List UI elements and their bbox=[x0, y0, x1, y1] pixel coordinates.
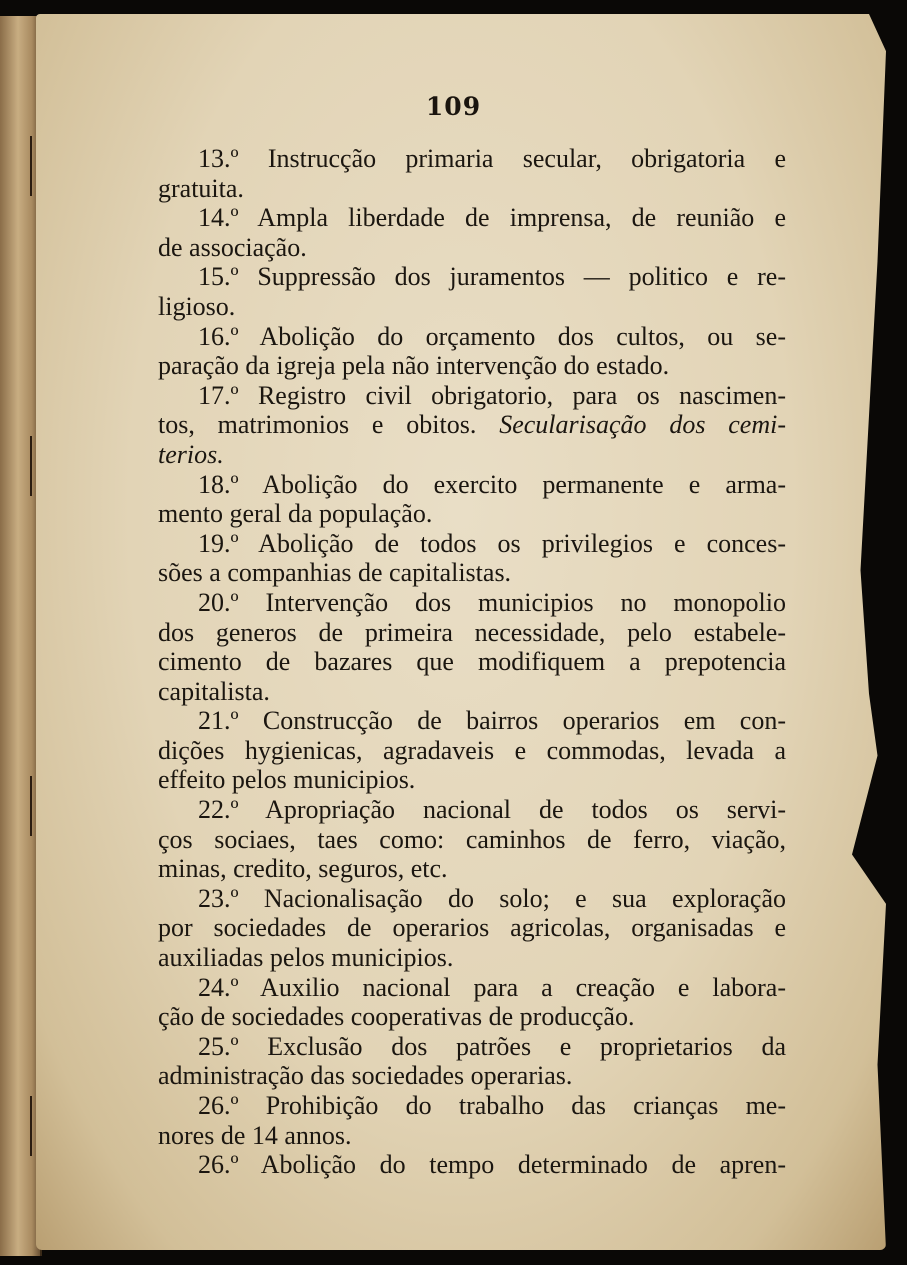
text-line bbox=[158, 1061, 786, 1091]
line-text: ção de sociedades cooperativas de producção. bbox=[158, 1002, 635, 1032]
text-line bbox=[158, 825, 786, 855]
text-line bbox=[158, 1121, 786, 1151]
text-line bbox=[158, 529, 786, 559]
list-item bbox=[158, 795, 786, 884]
line-text: paração da igreja pela não intervenção do estado. bbox=[158, 351, 670, 381]
line-text: capitalista. bbox=[158, 676, 270, 706]
list-item bbox=[158, 144, 786, 203]
line-text: 26.º Abolição do tempo determinado de apren- bbox=[198, 1150, 786, 1180]
line-text: 26.º Prohibição do trabalho das crianças me- bbox=[198, 1091, 786, 1120]
text-line bbox=[158, 203, 786, 233]
text-line bbox=[158, 765, 786, 795]
spine-stitch bbox=[30, 1096, 32, 1156]
text-line bbox=[158, 351, 786, 381]
line-text: minas, credito, seguros, etc. bbox=[158, 854, 448, 884]
text-line bbox=[158, 470, 786, 500]
text-line bbox=[158, 647, 786, 677]
list-item bbox=[158, 1032, 786, 1091]
text-line bbox=[158, 854, 786, 884]
book-spine bbox=[0, 16, 42, 1256]
text-line bbox=[158, 677, 786, 707]
line-text: 16.º Abolição do orçamento dos cultos, ou se- bbox=[198, 321, 786, 351]
line-text: 20.º Intervenção dos municipios no monopolio bbox=[198, 587, 786, 617]
text-line bbox=[158, 499, 786, 529]
line-text: mento geral da população. bbox=[158, 499, 433, 529]
text-line bbox=[158, 1150, 786, 1180]
line-text: cimento de bazares que modifiquem a prepotencia bbox=[158, 647, 786, 677]
text-line bbox=[158, 706, 786, 736]
line-text: effeito pelos municipios. bbox=[158, 765, 416, 795]
text-line bbox=[158, 1032, 786, 1062]
list-item bbox=[158, 884, 786, 973]
list-item bbox=[158, 262, 786, 321]
line-text: 14.º Ampla liberdade de imprensa, de reunião e bbox=[198, 203, 786, 233]
list-item bbox=[158, 322, 786, 381]
text-line bbox=[158, 913, 786, 943]
line-text: dos generos de primeira necessidade, pelo estabele- bbox=[158, 617, 786, 647]
line-text: sões a companhias de capitalistas. bbox=[158, 558, 512, 588]
text-line bbox=[158, 292, 786, 322]
text-line bbox=[158, 262, 786, 292]
line-text: 22.º Apropriação nacional de todos os servi- bbox=[198, 795, 786, 825]
text-line bbox=[158, 1091, 786, 1121]
text-line bbox=[158, 795, 786, 825]
list-item bbox=[158, 203, 786, 262]
line-text: 25.º Exclusão dos patrões e proprietarios da bbox=[198, 1031, 786, 1061]
list-item bbox=[158, 1091, 786, 1150]
text-line bbox=[158, 174, 786, 204]
line-text: administração das sociedades operarias. bbox=[158, 1061, 573, 1091]
list-item bbox=[158, 529, 786, 588]
text-line bbox=[158, 144, 786, 174]
italic-text: Secularisação dos cemi- bbox=[499, 410, 786, 440]
text-line bbox=[158, 322, 786, 352]
line-text: por sociedades de operarios agricolas, organisadas e bbox=[158, 913, 786, 943]
text-line bbox=[158, 618, 786, 648]
text-line bbox=[158, 588, 786, 618]
italic-text: terios. bbox=[158, 439, 224, 469]
text-line bbox=[158, 736, 786, 766]
line-text: ligioso. bbox=[158, 291, 236, 321]
text-line bbox=[158, 884, 786, 914]
text-line bbox=[158, 381, 786, 411]
line-text: tos, matrimonios e obitos. bbox=[158, 410, 477, 440]
list-item bbox=[158, 470, 786, 529]
line-text: 18.º Abolição do exercito permanente e arma- bbox=[198, 469, 786, 499]
spine-stitch bbox=[30, 436, 32, 496]
text-line bbox=[158, 558, 786, 588]
list-item bbox=[158, 973, 786, 1032]
line-text: 21.º Construcção de bairros operarios em con- bbox=[198, 706, 786, 736]
page-number: 109 bbox=[425, 92, 482, 121]
line-text: 19.º Abolição de todos os privilegios e conces- bbox=[198, 528, 786, 558]
line-text: auxiliadas pelos municipios. bbox=[158, 943, 454, 973]
list-item bbox=[158, 706, 786, 795]
line-text: nores de 14 annos. bbox=[158, 1120, 352, 1150]
list-item bbox=[158, 588, 786, 706]
list-item bbox=[158, 381, 786, 470]
line-text: 13.º Instrucção primaria secular, obrigatoria e bbox=[198, 144, 786, 173]
text-line bbox=[158, 233, 786, 263]
text-line bbox=[158, 410, 786, 440]
list-item bbox=[158, 1150, 786, 1180]
text-line bbox=[158, 943, 786, 973]
text-line bbox=[158, 1002, 786, 1032]
text-line bbox=[158, 440, 786, 470]
line-text: de associação. bbox=[158, 232, 307, 262]
line-text: 17.º Registro civil obrigatorio, para os nascimen- bbox=[198, 380, 786, 410]
spine-stitch bbox=[30, 776, 32, 836]
line-text: ços sociaes, taes como: caminhos de ferro, viação, bbox=[158, 824, 786, 854]
line-text: gratuita. bbox=[158, 173, 244, 203]
line-text: 15.º Suppressão dos juramentos — politico e re- bbox=[198, 262, 786, 292]
line-text: 24.º Auxilio nacional para a creação e labora- bbox=[198, 972, 786, 1002]
page-body-text bbox=[158, 144, 786, 1180]
spine-stitch bbox=[30, 136, 32, 196]
line-text: dições hygienicas, agradaveis e commodas, levada a bbox=[158, 735, 786, 765]
text-line bbox=[158, 973, 786, 1003]
line-text: 23.º Nacionalisação do solo; e sua exploração bbox=[198, 883, 786, 913]
